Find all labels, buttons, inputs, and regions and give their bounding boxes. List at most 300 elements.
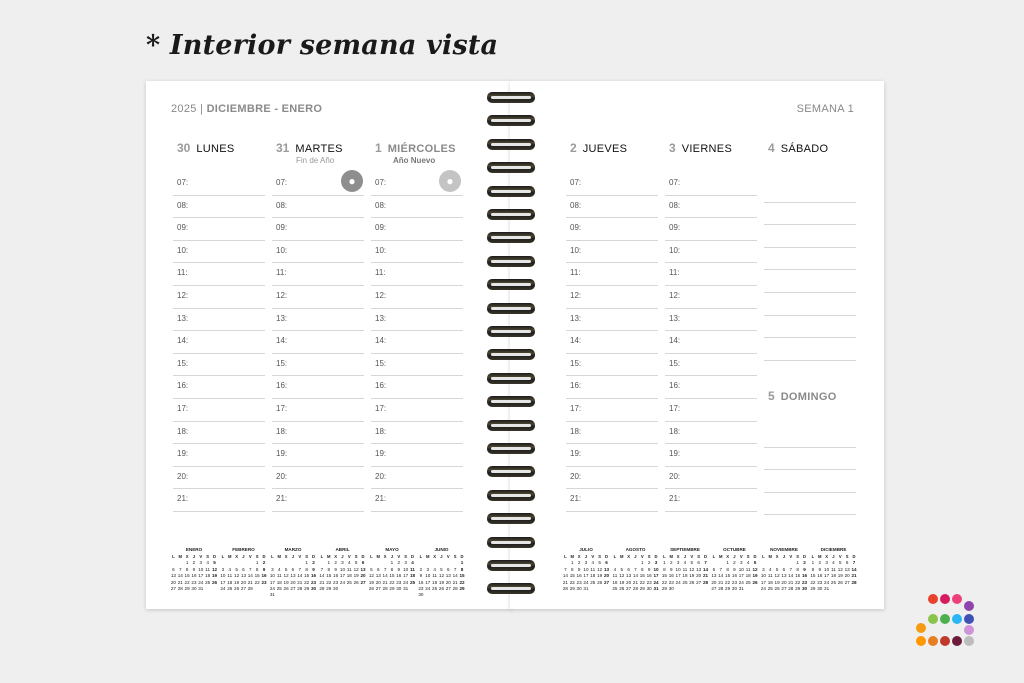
calendar-day: 28: [718, 586, 724, 592]
calendar-day: 27: [290, 586, 296, 592]
calendar-day: 7: [704, 560, 707, 566]
calendar-day: 21: [788, 579, 794, 585]
calendar-day: 22: [254, 579, 260, 585]
calendar-day: 6: [447, 566, 450, 572]
calendar-day: [752, 586, 759, 592]
calendar-day: 15: [569, 573, 575, 579]
hour-slot: 11:: [665, 263, 757, 286]
calendar-day: 19: [438, 579, 445, 585]
calendar-day: 28: [788, 586, 794, 592]
calendar-day: [745, 586, 752, 592]
calendar-day: 4: [348, 560, 351, 566]
calendar-day: 6: [242, 566, 245, 572]
hour-slot: 10:: [173, 241, 265, 264]
weekday-initial: V: [347, 554, 351, 559]
weekday-initial: J: [341, 554, 344, 559]
calendar-day: 20: [711, 579, 717, 585]
calendar-day: 22: [389, 579, 395, 585]
calendar-day: 3: [271, 566, 274, 572]
weekday-initial: J: [683, 554, 687, 559]
hour-slot: 16:: [566, 376, 658, 399]
calendar-day: 28: [177, 586, 183, 592]
hour-slot: 14:: [272, 331, 364, 354]
calendar-day: 3: [404, 560, 407, 566]
weekday-initial: L: [221, 554, 225, 559]
calendar-day: 26: [438, 586, 445, 592]
calendar-day: 11: [410, 566, 415, 572]
calendar-day: 16: [396, 573, 402, 579]
calendar-day: 14: [247, 573, 253, 579]
calendar-day: 19: [689, 573, 695, 579]
calendar-day: 23: [646, 579, 652, 585]
weekday-initial: L: [564, 554, 567, 559]
calendar-day: 22: [326, 579, 332, 585]
day-title: [768, 139, 828, 157]
hour-slot: 15:: [665, 354, 757, 377]
weekday-initial: D: [361, 554, 365, 559]
calendar-day: 7: [719, 566, 723, 572]
mini-calendar-month: [612, 547, 660, 592]
calendar-day: [851, 586, 858, 592]
hour-slot: 09:: [173, 218, 265, 241]
hour-slot: 17:: [665, 399, 757, 422]
day-name: SÁBADO: [780, 143, 829, 155]
calendar-day: 5: [690, 560, 694, 566]
champagne-icon: ●: [439, 170, 461, 192]
weekday-initial: S: [796, 554, 800, 559]
calendar-day: 15: [304, 573, 310, 579]
calendar-day: 24: [425, 586, 431, 592]
calendar-day: 4: [613, 566, 617, 572]
weekday-initial: V: [838, 554, 842, 559]
calendar-day: 17: [675, 573, 681, 579]
calendar-day: 18: [767, 579, 773, 585]
calendar-day: [844, 586, 851, 592]
calendar-day: 11: [590, 566, 596, 572]
logo-dot: [964, 636, 974, 646]
calendar-day: 9: [669, 566, 673, 572]
calendar-day: 15: [661, 573, 667, 579]
calendar-day: 11: [767, 573, 773, 579]
calendar-day: 25: [590, 579, 596, 585]
week-label: SEMANA 1: [796, 103, 854, 115]
spiral-ring: [487, 162, 535, 173]
holiday-note: Año Nuevo: [393, 156, 436, 165]
day-number: 3: [669, 141, 676, 155]
weekday-initial: J: [291, 554, 295, 559]
mini-calendar-month: [810, 547, 858, 592]
calendar-day: 3: [740, 560, 743, 566]
calendar-day: 20: [360, 573, 366, 579]
calendar-day: 2: [647, 560, 651, 566]
calendar-day: 5: [284, 566, 288, 572]
calendar-day: 29: [184, 586, 190, 592]
calendar-day: 4: [768, 566, 772, 572]
calendar-day: 23: [576, 579, 582, 585]
hour-slot: 20:: [566, 467, 658, 490]
hour-slot: 18:: [173, 422, 265, 445]
calendar-day: 4: [591, 560, 595, 566]
calendar-day: 16: [817, 573, 823, 579]
hour-slot: 10:: [566, 241, 658, 264]
calendar-day: 13: [170, 573, 176, 579]
spiral-ring: [487, 490, 535, 501]
calendar-day: 5: [370, 566, 373, 572]
calendar-day: 1: [327, 560, 331, 566]
hour-slot: 09:: [665, 218, 757, 241]
calendar-day: 16: [333, 573, 339, 579]
calendar-day: 16: [646, 573, 652, 579]
calendar-day: 24: [269, 586, 275, 592]
calendar-day: 17: [198, 573, 204, 579]
calendar-day: 30: [396, 586, 402, 592]
calendar-day: 11: [432, 573, 437, 579]
calendar-day: 14: [297, 573, 303, 579]
calendar-day: 18: [276, 579, 282, 585]
calendar-day: 16: [576, 573, 582, 579]
calendar-day: 23: [310, 579, 317, 585]
calendar-day: 25: [830, 579, 837, 585]
calendar-day: [445, 592, 452, 598]
calendar-day: 9: [312, 566, 315, 572]
calendar-day: 5: [598, 560, 601, 566]
calendar-day: 8: [390, 566, 394, 572]
calendar-day: 29: [795, 586, 801, 592]
hour-slot: 20:: [665, 467, 757, 490]
calendar-day: 18: [830, 573, 837, 579]
calendar-day: 3: [341, 560, 344, 566]
calendar-day: 12: [211, 566, 218, 572]
calendar-day: 4: [746, 560, 750, 566]
hour-slots: [272, 173, 364, 512]
weekday-initial: M: [570, 554, 575, 559]
weekday-initial: D: [605, 554, 609, 559]
weekday-initial: M: [178, 554, 183, 559]
hour-slot: 08:: [173, 196, 265, 219]
hour-slot: 21:: [371, 489, 463, 512]
weekday-initial: S: [697, 554, 701, 559]
calendar-day: 27: [781, 586, 787, 592]
note-line: [764, 338, 856, 361]
calendar-day: 26: [353, 579, 359, 585]
day-name: JUEVES: [582, 143, 628, 155]
hour-slot: 15:: [566, 354, 658, 377]
spiral-ring: [487, 279, 535, 290]
calendar-day: 26: [837, 579, 843, 585]
month-name: NOVIEMBRE: [770, 547, 798, 552]
calendar-day: 22: [184, 579, 190, 585]
calendar-day: [603, 586, 610, 592]
month-name: FEBRERO: [232, 547, 255, 552]
day-name: MIÉRCOLES: [387, 143, 456, 155]
calendar-day: 3: [825, 560, 828, 566]
calendar-day: 19: [283, 579, 289, 585]
weekday-initial: X: [433, 554, 436, 559]
weekday-initial: X: [383, 554, 387, 559]
calendar-day: 27: [603, 579, 610, 585]
hour-slot: 07:: [371, 173, 463, 196]
calendar-day: 29: [661, 586, 667, 592]
calendar-day: 22: [304, 579, 310, 585]
calendar-day: 7: [634, 566, 637, 572]
weekday-initial: M: [376, 554, 381, 559]
page-heading: * Interior semana vista: [146, 30, 499, 61]
calendar-day: 3: [762, 566, 765, 572]
calendar-day: 6: [361, 560, 365, 566]
calendar-day: 14: [452, 573, 458, 579]
logo-dot: [916, 623, 926, 633]
calendar-day: [353, 586, 360, 592]
calendar-day: [459, 592, 466, 598]
calendar-day: 15: [254, 573, 260, 579]
calendar-day: 22: [639, 579, 645, 585]
weekday-initial: M: [228, 554, 232, 559]
calendar-day: 5: [213, 560, 216, 566]
calendar-day: 4: [832, 560, 835, 566]
weekday-initial: D: [704, 554, 708, 559]
weekday-initial: L: [320, 554, 324, 559]
logo-dot: [952, 594, 962, 604]
calendar-day: 4: [683, 560, 687, 566]
weekday-initial: L: [370, 554, 373, 559]
weekday-initial: L: [811, 554, 815, 559]
calendar-day: 14: [177, 573, 183, 579]
calendar-day: 24: [403, 579, 409, 585]
calendar-day: 10: [220, 573, 226, 579]
calendar-day: 23: [418, 586, 424, 592]
calendar-day: [290, 592, 297, 598]
note-line: [764, 180, 856, 203]
calendar-day: 28: [851, 579, 857, 585]
weekday-initial: X: [726, 554, 729, 559]
calendar-day: 6: [172, 566, 175, 572]
calendar-day: 11: [276, 573, 282, 579]
calendar-day: 20: [445, 579, 451, 585]
calendar-day: 26: [597, 579, 603, 585]
weekday-initial: V: [397, 554, 401, 559]
spiral-ring: [487, 92, 535, 103]
logo-dot: [964, 601, 974, 611]
calendar-day: 17: [824, 573, 830, 579]
calendar-day: 8: [726, 566, 729, 572]
calendar-day: 25: [227, 586, 233, 592]
calendar-day: 10: [425, 573, 431, 579]
calendar-day: 10: [675, 566, 681, 572]
note-line: [764, 203, 856, 226]
calendar-day: 18: [205, 573, 211, 579]
calendar-day: 23: [333, 579, 339, 585]
calendar-day: 27: [360, 579, 366, 585]
calendar-day: 12: [234, 573, 240, 579]
calendar-day: 30: [668, 586, 674, 592]
calendar-day: 18: [409, 573, 416, 579]
calendar-day: 6: [605, 560, 608, 566]
hour-slot: 11:: [371, 263, 463, 286]
right-page: [510, 81, 884, 609]
weekday-initial: M: [277, 554, 282, 559]
calendar-day: 18: [612, 579, 618, 585]
hour-slot: 11:: [272, 263, 364, 286]
weekday-initial: X: [825, 554, 828, 559]
calendar-day: 23: [817, 579, 823, 585]
spiral-ring: [487, 326, 535, 337]
calendar-day: 31: [198, 586, 204, 592]
hour-slot: 17:: [173, 399, 265, 422]
hour-slot: 17:: [371, 399, 463, 422]
calendar-day: [254, 586, 261, 592]
calendar-day: 28: [562, 586, 568, 592]
calendar-day: 23: [668, 579, 674, 585]
calendar-day: 16: [191, 573, 197, 579]
calendar-day: 11: [227, 573, 233, 579]
calendar-day: 30: [646, 586, 652, 592]
mini-calendar-month: [220, 547, 268, 592]
calendar-day: 22: [795, 579, 801, 585]
calendar-day: [303, 592, 310, 598]
saturday-lines: [764, 180, 856, 361]
calendar-day: 26: [774, 586, 780, 592]
weekday-initial: X: [334, 554, 337, 559]
calendar-day: 10: [653, 566, 659, 572]
calendar-day: 29: [639, 586, 645, 592]
calendar-day: 19: [752, 573, 758, 579]
calendar-day: 2: [733, 560, 736, 566]
weekday-initial: J: [440, 554, 443, 559]
calendar-day: 19: [619, 579, 625, 585]
weekday-initial: J: [634, 554, 637, 559]
calendar-day: 6: [376, 566, 380, 572]
calendar-day: 8: [570, 566, 574, 572]
calendar-day: 14: [562, 573, 568, 579]
calendar-day: [296, 592, 303, 598]
weekday-initial: V: [640, 554, 644, 559]
calendar-day: 3: [426, 566, 430, 572]
calendar-day: [211, 586, 218, 592]
calendar-day: 12: [438, 573, 445, 579]
hour-slot: 07:: [272, 173, 364, 196]
calendar-day: 3: [221, 566, 225, 572]
calendar-day: 30: [576, 586, 582, 592]
weekday-initial: L: [663, 554, 666, 559]
sunday-lines: [764, 425, 856, 515]
calendar-day: [837, 586, 844, 592]
calendar-day: 10: [198, 566, 204, 572]
calendar-day: 18: [745, 573, 751, 579]
calendar-day: 21: [319, 579, 325, 585]
calendar-day: 28: [382, 586, 388, 592]
calendar-day: [682, 586, 689, 592]
calendar-day: 28: [632, 586, 639, 592]
calendar-day: 19: [597, 573, 603, 579]
holiday-note: Fin de Año: [296, 156, 335, 165]
calendar-day: 25: [409, 579, 416, 585]
header-separator: |: [200, 103, 204, 115]
calendar-day: 13: [603, 566, 610, 572]
calendar-day: 4: [206, 560, 209, 566]
spiral-ring: [487, 232, 535, 243]
calendar-day: 13: [781, 573, 787, 579]
calendar-day: 29: [459, 586, 465, 592]
calendar-day: 8: [663, 566, 666, 572]
calendar-day: 30: [333, 586, 339, 592]
calendar-day: 14: [718, 573, 724, 579]
month-name: OCTUBRE: [723, 547, 746, 552]
hour-slot: 12:: [173, 286, 265, 309]
spiral-ring: [487, 115, 535, 126]
calendar-day: [675, 586, 682, 592]
calendar-day: 29: [304, 586, 310, 592]
calendar-day: 28: [247, 586, 253, 592]
calendar-day: 1: [460, 560, 464, 566]
calendar-day: 17: [269, 579, 275, 585]
day-number: 1: [375, 141, 382, 155]
hour-slot: 14:: [566, 331, 658, 354]
calendar-day: 16: [731, 573, 738, 579]
calendar-day: 5: [235, 566, 238, 572]
hour-slot: 15:: [272, 354, 364, 377]
hour-slot: 08:: [272, 196, 364, 219]
weekday-initial: V: [298, 554, 302, 559]
weekday-initial: V: [446, 554, 450, 559]
calendar-day: 13: [445, 573, 451, 579]
calendar-day: 14: [319, 573, 325, 579]
calendar-day: 25: [745, 579, 751, 585]
calendar-day: 12: [752, 566, 758, 572]
calendar-day: 25: [682, 579, 688, 585]
calendar-day: 4: [277, 566, 281, 572]
calendar-day: 7: [320, 566, 324, 572]
spiral-ring: [487, 420, 535, 431]
hour-slot: 14:: [371, 331, 463, 354]
calendar-day: 7: [564, 566, 567, 572]
calendar-day: 28: [452, 586, 458, 592]
day-number: 4: [768, 141, 775, 155]
weekday-initial: D: [312, 554, 316, 559]
spiral-ring: [487, 139, 535, 150]
weekday-initial: L: [172, 554, 175, 559]
calendar-day: 3: [676, 560, 680, 566]
hour-slot: 19:: [566, 444, 658, 467]
calendar-day: 16: [418, 579, 424, 585]
hour-slot: 20:: [272, 467, 364, 490]
calendar-day: 15: [184, 573, 190, 579]
calendar-day: 20: [170, 579, 176, 585]
calendar-day: 17: [653, 573, 659, 579]
note-line: [764, 470, 856, 493]
calendar-day: 31: [738, 586, 744, 592]
calendar-day: 25: [767, 586, 773, 592]
weekday-initial: M: [426, 554, 430, 559]
calendar-day: 27: [696, 579, 702, 585]
hour-slot: 16:: [665, 376, 757, 399]
weekday-initial: X: [185, 554, 189, 559]
mini-calendar-month: [562, 547, 610, 592]
calendar-day: [438, 592, 445, 598]
logo-dot: [928, 636, 938, 646]
note-line: [764, 248, 856, 271]
calendar-day: 13: [360, 566, 366, 572]
calendar-day: 24: [653, 579, 659, 585]
logo-dot: [916, 636, 926, 646]
month-name: JUNIO: [434, 547, 449, 552]
spiral-ring: [487, 256, 535, 267]
calendar-day: 10: [738, 566, 744, 572]
weekday-initial: S: [255, 554, 259, 559]
spiral-ring: [487, 443, 535, 454]
calendar-day: [695, 586, 702, 592]
calendar-day: 16: [801, 573, 808, 579]
mini-calendar-month: [661, 547, 709, 592]
